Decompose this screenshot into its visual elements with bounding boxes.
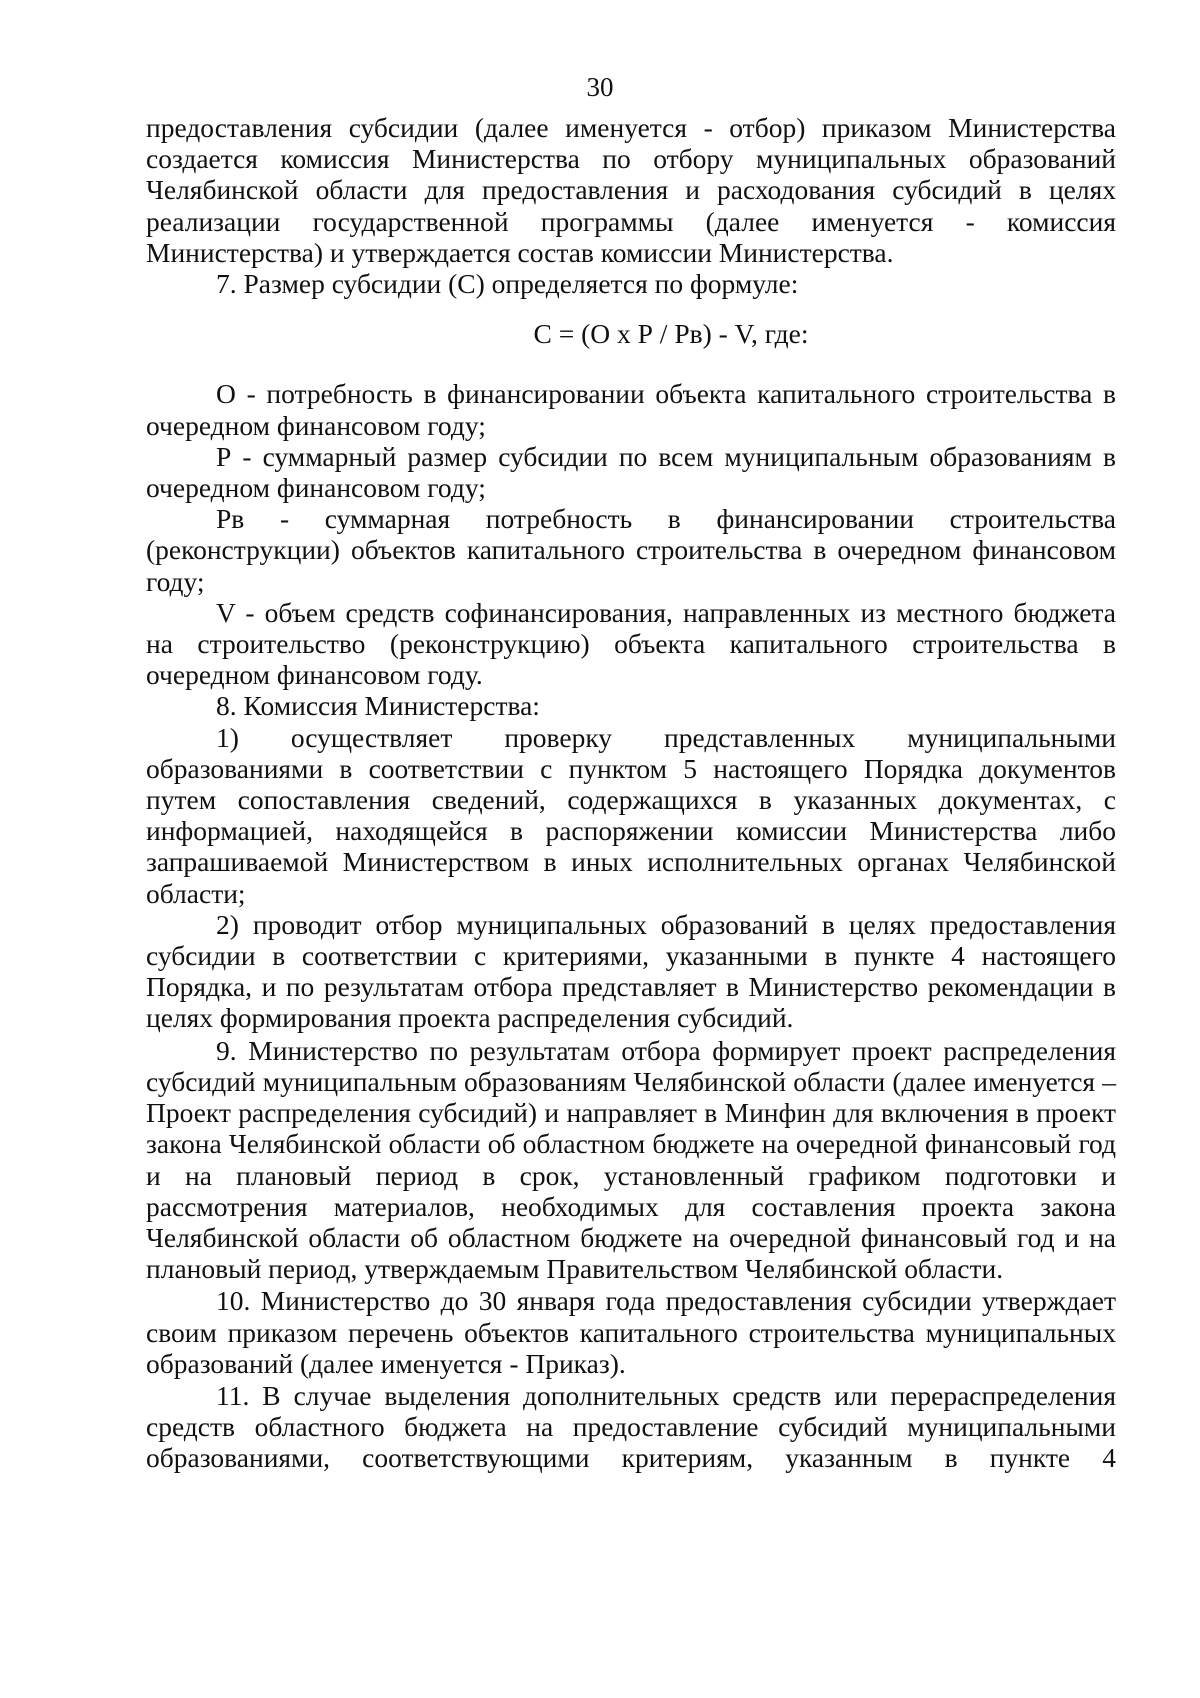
definition-p: Р - суммарный размер субсидии по всем муниципальным образованиям в очередном финансовом году; <box>146 440 1116 504</box>
paragraph-8: 8. Комиссия Министерства: <box>216 690 540 722</box>
paragraph-intro: предоставления субсидии (далее именуется - отбор) приказом Министерства создается комиссия Министерства по отбору муниципальных образований Челябинской области для предоставления и расходования субсидий в целях реализации государственной программы (далее именуется - комиссия Министерства) и утверждается состав комиссии Министерства. <box>146 112 1116 268</box>
paragraph-9: 9. Министерство по результатам отбора формирует проект распределения субсидий муниципальным образованиям Челябинской области (далее именуется – Проект распределения субсидий) и направляет в Минфин для включения в проект закона Челябинской области об областном бюджете на очередной финансовый год и на плановый период в срок, установленный графиком подготовки и рассмотрения материалов, необходимых для составления проекта закона Челябинской области об областном бюджете на очередной финансовый год и на плановый период, утверждаемым Правительством Челябинской области. <box>146 1034 1116 1285</box>
definition-v: V - объем средств софинансирования, направленных из местного бюджета на строительство (реконструкцию) объекта капитального строительства в очередном финансовом году. <box>146 596 1116 691</box>
paragraph-8-item-1: 1) осуществляет проверку представленных муниципальными образованиями в соответствии с пунктом 5 настоящего Порядка документов путем сопоставления сведений, содержащихся в указанных документах, с информацией, находящейся в распоряжении комиссии Министерства либо запрашиваемой Министерством в иных исполнительных органах Челябинской области; <box>146 721 1116 909</box>
page-number: 30 <box>586 72 614 102</box>
paragraph-7: 7. Размер субсидии (С) определяется по формуле: <box>216 268 799 300</box>
paragraph-8-item-2: 2) проводит отбор муниципальных образований в целях предоставления субсидии в соответствии с критериями, указанными в пункте 4 настоящего Порядка, и по результатам отбора представляет в Министерство рекомендации в целях формирования проекта распределения субсидий. <box>146 908 1116 1034</box>
paragraph-10: 10. Министерство до 30 января года предоставления субсидии утверждает своим приказом перечень объектов капитального строительства муниципальных образований (далее именуется - Приказ). <box>146 1285 1116 1379</box>
definition-o: О - потребность в финансировании объекта капитального строительства в очередном финансовом году; <box>146 378 1116 441</box>
document-body <box>146 112 1116 1474</box>
definition-pv: Рв - суммарная потребность в финансировании строительства (реконструкции) объектов капитального строительства в очередном финансовом году; <box>146 503 1116 597</box>
subsidy-formula: С = (О х Р / Рв) - V, где: <box>533 318 809 350</box>
paragraph-11: 11. В случае выделения дополнительных средств или перераспределения средств областного бюджета на предоставление субсидий муниципальными образованиями, соответствующими критериям, указанным в пункте 4 <box>146 1379 1116 1474</box>
